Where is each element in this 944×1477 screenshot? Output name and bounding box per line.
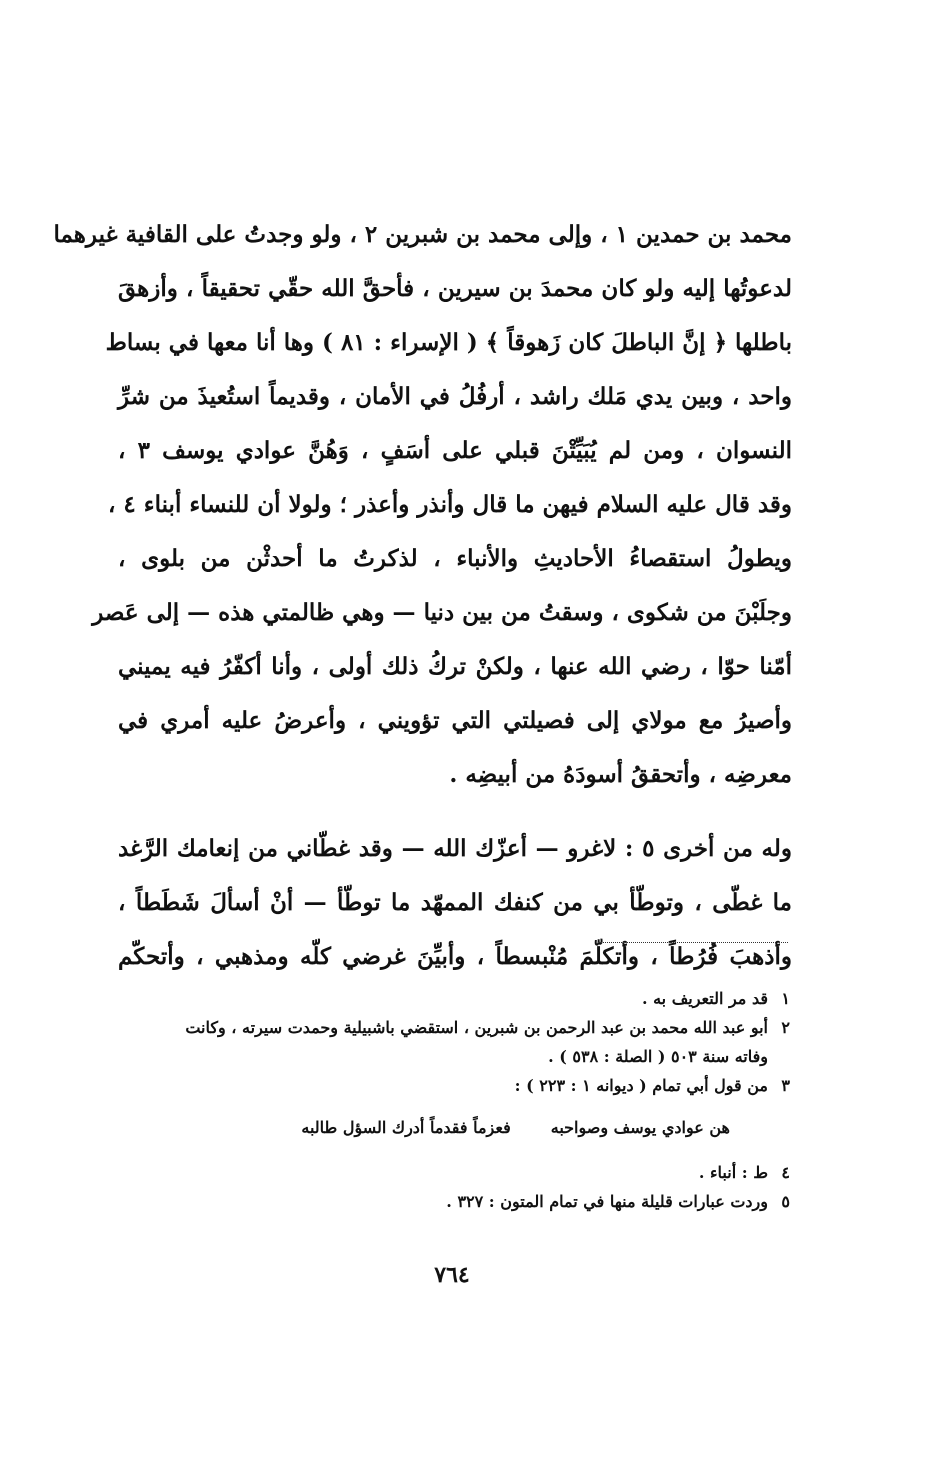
text-line: وأصيرُ مع مولاي إلى فصيلتي التي تؤويني ، وأعرضُ عليه أمري في: [118, 707, 792, 734]
text-line: النسوان ، ومن لم يُبَيِّتْنَ قبلي على أسَفٍ ، وَهُنَّ عوادي يوسف ٣ ،: [118, 437, 792, 464]
text-line: وله من أخرى ٥ : لاغرو — أعزّك الله — وقد غطّاني من إنعامك الرَّغد: [118, 835, 792, 862]
text-line: وجلَبْنَ من شكوى ، وسقتُ من بين دنيا — وهي ظالمتي هذه — إلى عَصر: [92, 599, 792, 626]
footnote-number: ٥: [781, 1192, 790, 1211]
text-line: لدعوتُها إليه ولو كان محمدَ بن سيرين ، فأحقَّ الله حقّي تحقيقاً ، وأزهقَ: [118, 275, 792, 302]
footnote-text: ط : أنباء .: [698, 1163, 768, 1182]
footnote-number: ٤: [781, 1163, 790, 1182]
main-text: [53, 208, 792, 984]
footnote-1: [120, 984, 790, 1013]
paragraph-2: [118, 822, 792, 984]
verse-second-hemistich: فعزماً فقدماً أدرك السؤل طالبه: [301, 1118, 511, 1137]
text-line: أمّنا حوّا ، رضي الله عنها ، ولكنْ تركُ ذلك أولى ، وأنا أكفّرُ فيه يميني: [118, 653, 792, 680]
footnotes: [120, 984, 790, 1216]
text-line: معرضِه ، وأتحققُ أسودَهُ من أبيضِه .: [449, 761, 792, 788]
footnote-divider: [598, 942, 788, 943]
footnote-text: أبو عبد الله محمد بن عبد الرحمن بن شبرين ، استقضي باشبيلية وحمدت سيرته ، وكانت: [185, 1018, 768, 1037]
footnote-2-continuation: وفاته سنة ٥٠٣ ( الصلة : ٥٣٨ ) .: [548, 1047, 768, 1066]
text-line: ما غطّى ، وتوطّأ بي من كنفك الممهّد ما توطّأ — أنْ أسألَ شَطَطاً ،: [118, 889, 792, 916]
paragraph-1: [53, 208, 792, 802]
text-line: محمد بن حمدين ١ ، وإلى محمد بن شبرين ٢ ، ولو وجدتُ على القافية غيرهما: [53, 221, 792, 248]
footnote-text: قد مر التعريف به .: [641, 989, 768, 1008]
footnote-number: ١: [781, 989, 790, 1008]
footnote-text: من قول أبي تمام ( ديوانه ١ : ٢٢٣ ) :: [514, 1076, 768, 1095]
text-line: واحد ، وبين يدي مَلك راشد ، أرفُلُ في الأمان ، وقديماً استُعيذَ من شرِّ: [118, 383, 792, 410]
footnote-3: [120, 1071, 790, 1100]
page-number: ٧٦٤: [434, 1262, 470, 1288]
verse-first-hemistich: هن عوادي يوسف وصواحبه: [550, 1118, 730, 1137]
poetry-verse: [120, 1110, 790, 1146]
text-line: باطلها ﴿ إنَّ الباطلَ كان زَهوقاً ﴾ ( الإسراء : ٨١ ) وها أنا معها في بساط: [105, 329, 792, 356]
footnote-4: [120, 1158, 790, 1187]
footnote-number: ٣: [781, 1076, 790, 1095]
text-line: وقد قال عليه السلام فيهن ما قال وأنذر وأعذر ؛ ولولا أن للنساء أبناء ٤ ،: [107, 491, 792, 518]
footnote-5: [120, 1187, 790, 1216]
text-line: ويطولُ استقصاءُ الأحاديثِ والأنباء ، لذكرتُ ما أحدثْن من بلوى ،: [118, 545, 792, 572]
footnote-text: وردت عبارات قليلة منها في تمام المتون : ٣٢٧ .: [446, 1192, 768, 1211]
footnote-number: ٢: [781, 1018, 790, 1037]
footnote-2: [120, 1013, 790, 1042]
text-line: وأذهبَ فُرُطاً ، وأتكلّمَ مُنْبسطاً ، وأبيِّنَ غرضي كلّه ومذهبي ، وأتحكّم: [118, 943, 792, 970]
